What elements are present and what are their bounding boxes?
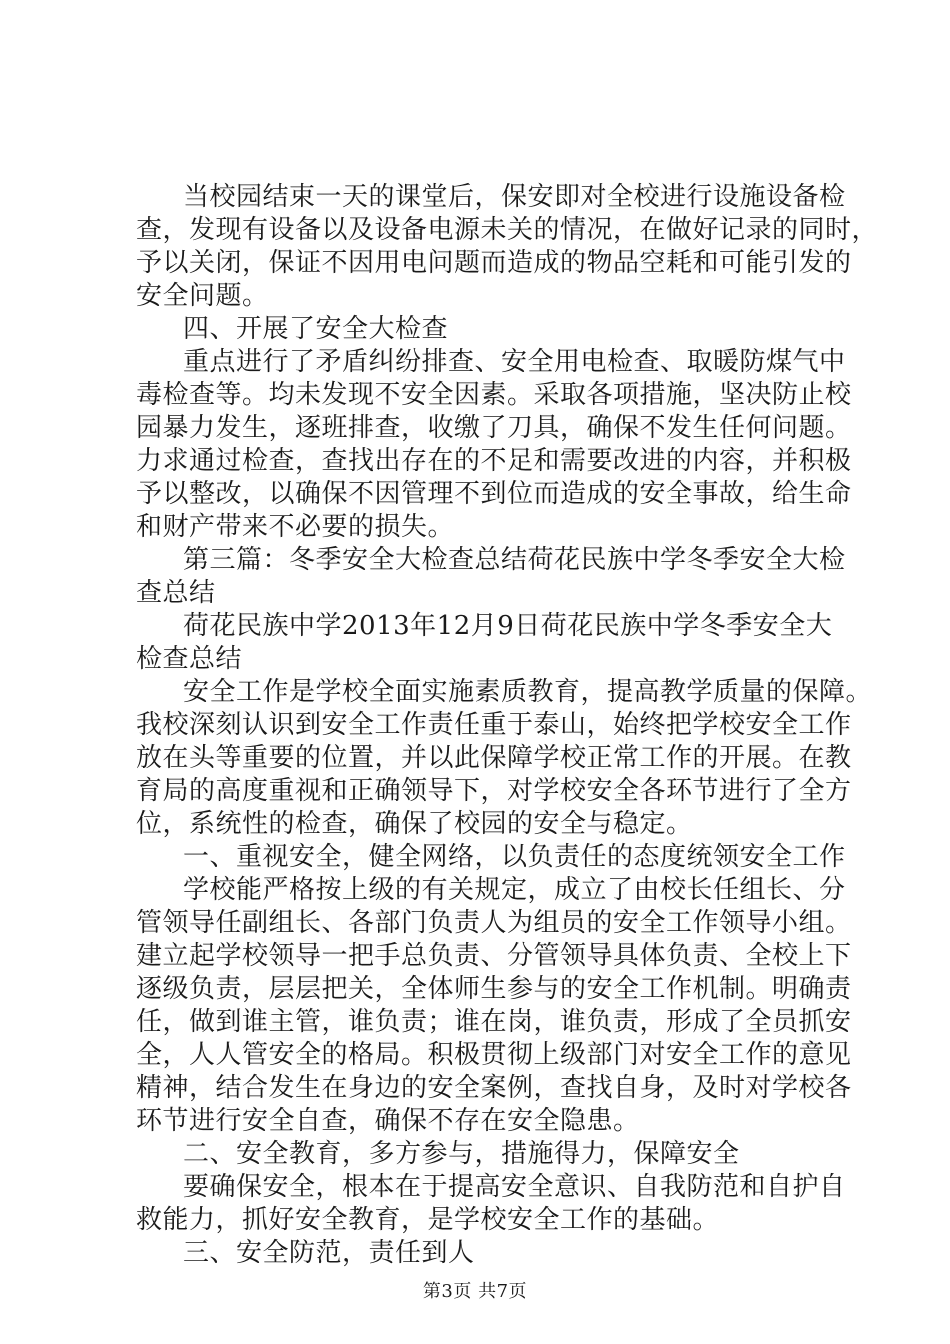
text-line: 精神，结合发生在身边的安全案例，查找自身，及时对学校各 bbox=[136, 1073, 852, 1103]
text-line: 予以整改，以确保不因管理不到位而造成的安全事故，给生命 bbox=[136, 479, 852, 509]
section-heading: 一、重视安全，健全网络，以负责任的态度统领安全工作 bbox=[183, 842, 846, 872]
text-line: 力求通过检查，查找出存在的不足和需要改进的内容，并积极 bbox=[136, 446, 852, 476]
text-line: 位，系统性的检查，确保了校园的安全与稳定。 bbox=[136, 809, 693, 839]
text-line: 要确保安全，根本在于提高安全意识、自我防范和自护自 bbox=[183, 1172, 846, 1202]
text-line: 查，发现有设备以及设备电源未关的情况，在做好记录的同时， bbox=[136, 215, 879, 245]
text-line: 予以关闭，保证不因用电问题而造成的物品空耗和可能引发的 bbox=[136, 248, 852, 278]
text-line: 建立起学校领导一把手总负责、分管领导具体负责、全校上下 bbox=[136, 941, 852, 971]
section-heading: 三、安全防范，责任到人 bbox=[183, 1238, 475, 1268]
text-line: 荷花民族中学2013年12月9日荷花民族中学冬季安全大 bbox=[183, 611, 833, 641]
text-line: 我校深刻认识到安全工作责任重于泰山，始终把学校安全工作 bbox=[136, 710, 852, 740]
text-line: 安全工作是学校全面实施素质教育，提高教学质量的保障。 bbox=[183, 677, 873, 707]
page-footer: 第3页 共7页 bbox=[422, 1281, 528, 1302]
text-line: 当校园结束一天的课堂后，保安即对全校进行设施设备检 bbox=[183, 182, 846, 212]
text-line: 环节进行安全自查，确保不存在安全隐患。 bbox=[136, 1106, 640, 1136]
text-line: 学校能严格按上级的有关规定，成立了由校长任组长、分 bbox=[183, 875, 846, 905]
text-line: 逐级负责，层层把关，全体师生参与的安全工作机制。明确责 bbox=[136, 974, 852, 1004]
text-line: 全，人人管安全的格局。积极贯彻上级部门对安全工作的意见 bbox=[136, 1040, 852, 1070]
text-line: 毒检查等。均未发现不安全因素。采取各项措施，坚决防止校 bbox=[136, 380, 852, 410]
text-line: 检查总结 bbox=[136, 644, 243, 674]
text-line: 救能力，抓好安全教育，是学校安全工作的基础。 bbox=[136, 1205, 720, 1235]
text-line: 重点进行了矛盾纠纷排查、安全用电检查、取暖防煤气中 bbox=[183, 347, 846, 377]
text-line: 管领导任副组长、各部门负责人为组员的安全工作领导小组。 bbox=[136, 908, 852, 938]
text-line: 育局的高度重视和正确领导下，对学校安全各环节进行了全方 bbox=[136, 776, 852, 806]
chapter-title: 第三篇：冬季安全大检查总结荷花民族中学冬季安全大检 bbox=[183, 545, 846, 575]
text-line: 园暴力发生，逐班排查，收缴了刀具，确保不发生任何问题。 bbox=[136, 413, 852, 443]
section-heading: 二、安全教育，多方参与，措施得力，保障安全 bbox=[183, 1139, 740, 1169]
section-heading: 四、开展了安全大检查 bbox=[183, 314, 449, 344]
text-line: 和财产带来不必要的损失。 bbox=[136, 512, 455, 542]
text-line: 安全问题。 bbox=[136, 281, 269, 311]
text-line: 放在头等重要的位置，并以此保障学校正常工作的开展。在教 bbox=[136, 743, 852, 773]
chapter-title: 查总结 bbox=[136, 578, 216, 608]
text-line: 任，做到谁主管，谁负责；谁在岗，谁负责，形成了全员抓安 bbox=[136, 1007, 852, 1037]
